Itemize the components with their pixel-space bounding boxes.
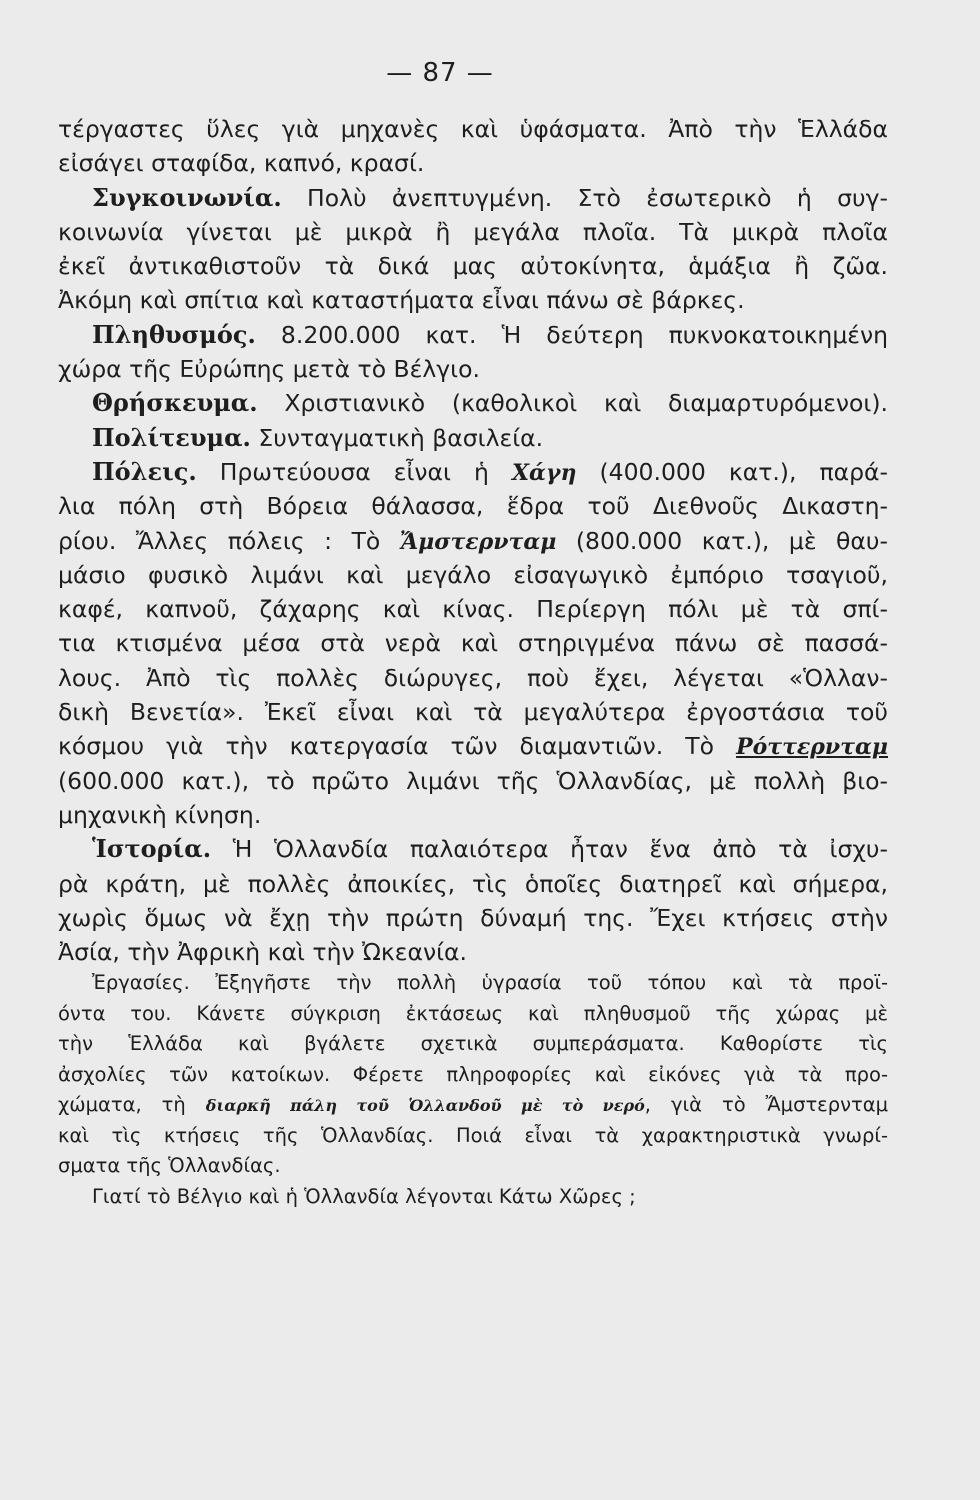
text-span: 8.200.000 κατ. Ἡ δεύτερη πυκνοκατοικημένη [255, 320, 888, 349]
text-line [58, 146, 888, 180]
text-line [58, 798, 888, 832]
exercise-line [58, 1060, 888, 1091]
text-span: καὶ τὶς κτήσεις τῆς Ὁλλανδίας. Ποιά εἶναι τὰ χαρακτηριστικὰ γνωρί- [58, 1123, 888, 1147]
text-span: χώρα τῆς Εὐρώπης μετὰ τὸ Βέλγιο. [58, 355, 480, 384]
text-span: όντα του. Κάνετε σύγκριση ἐκτάσεως καὶ πληθυσμοῦ τῆς χώρας μὲ [58, 1001, 888, 1025]
text-span: (800.000 κατ.), μὲ θαυ- [556, 526, 888, 555]
text-span: σματα τῆς Ὁλλανδίας. [58, 1154, 281, 1177]
text-line [58, 661, 888, 695]
text-span: χώματα, τὴ [58, 1093, 206, 1116]
section-heading-cities: Πόλεις. [92, 456, 197, 486]
text-span: τια κτισμένα μέσα στὰ νερὰ καὶ στηριγμένα πάνω σὲ πασσά- [58, 629, 888, 658]
text-span: Ἡ Ὁλλανδία παλαιότερα ἦταν ἕνα ἀπὸ τὰ ἰσχυ- [211, 835, 888, 864]
section-heading-government: Πολίτευμα. [92, 422, 251, 452]
text-span: (600.000 κατ.), τὸ πρῶτο λιμάνι τῆς Ὁλλανδίας, μὲ πολλὴ βιο- [58, 766, 888, 795]
section-heading-history: Ἱστορία. [92, 834, 212, 864]
text-line [58, 112, 888, 146]
text-line [58, 524, 888, 558]
text-line [58, 832, 888, 866]
text-span: ρὰ κράτη, μὲ πολλὲς ἀποικίες, τὶς ὁποῖες διατηρεῖ καὶ σήμερα, [58, 869, 888, 898]
text-line [58, 764, 888, 798]
exercise-line [58, 1151, 888, 1182]
text-span: τὴν Ἑλλάδα καὶ βγάλετε σχετικὰ συμπεράσματα. Καθορίστε τὶς [58, 1032, 888, 1055]
city-name-rotterdam: Ρόττερνταμ [736, 734, 888, 761]
text-line [58, 729, 888, 763]
text-line [58, 421, 888, 455]
text-line [58, 935, 888, 969]
text-span: Χριστιανικὸ (καθολικοὶ καὶ διαμαρτυρόμενοι). [257, 389, 888, 418]
exercise-line [58, 968, 888, 999]
text-span: τέργαστες ὕλες γιὰ μηχανὲς καὶ ὑφάσματα. Ἀπὸ τὴν Ἑλλάδα [58, 115, 888, 143]
main-text [58, 112, 888, 969]
exercise-line [58, 1029, 888, 1060]
text-span: δικὴ Βενετία». Ἐκεῖ εἶναι καὶ τὰ μεγαλύτερα ἐργοστάσια τοῦ [58, 698, 888, 727]
text-span: Συνταγματικὴ βασιλεία. [250, 423, 544, 452]
emphasis-text: διαρκῆ πάλη τοῦ Ὁλλανδοῦ μὲ τὸ νερό [205, 1096, 645, 1115]
exercises-block [58, 968, 888, 1212]
text-line [58, 901, 888, 935]
page-number: — 87 — [386, 58, 494, 88]
text-span: μάσιο φυσικὸ λιμάνι καὶ μεγάλο εἰσαγωγικὸ ἐμπόριο τσαγιοῦ, [58, 560, 888, 589]
text-line [58, 215, 888, 249]
text-span: ἀσχολίες τῶν κατοίκων. Φέρετε πληροφορίες καὶ εἰκόνες γιὰ τὰ προ- [58, 1062, 888, 1086]
text-line [58, 181, 888, 215]
exercise-line [58, 999, 888, 1030]
text-span: κοινωνία γίνεται μὲ μικρὰ ἢ μεγάλα πλοῖα. Τὰ μικρὰ πλοῖα [58, 217, 888, 246]
text-span: Ἀκόμη καὶ σπίτια καὶ καταστήματα εἶναι πάνω σὲ βάρκες. [58, 286, 745, 315]
text-span: λια πόλη στὴ Βόρεια θάλασσα, ἕδρα τοῦ Διεθνοῦς Δικαστη- [58, 492, 888, 521]
text-line [58, 352, 888, 386]
text-line [58, 592, 888, 626]
text-span: εἰσάγει σταφίδα, καπνό, κρασί. [58, 149, 425, 178]
text-span: ἐκεῖ ἀντικαθιστοῦν τὰ δικά μας αὐτοκίνητα, ἁμάξια ἢ ζῶα. [58, 252, 888, 281]
text-line [58, 249, 888, 283]
text-span: Ἐξηγῆστε τὴν πολλὴ ὑγρασία τοῦ τόπου καὶ τὰ προϊ- [189, 971, 888, 994]
section-heading-population: Πληθυσμός. [92, 319, 256, 349]
text-line [58, 626, 888, 660]
section-heading-religion: Θρήσκευμα. [92, 388, 258, 418]
exercise-question [58, 1182, 888, 1213]
text-span: ρίου. Ἄλλες πόλεις : Τὸ [58, 526, 400, 555]
text-line [58, 283, 888, 317]
text-line [58, 455, 888, 489]
text-span: μηχανικὴ κίνηση. [58, 800, 262, 829]
text-span: λους. Ἀπὸ τὶς πολλὲς διώρυγες, ποὺ ἔχει, λέγεται «Ὁλλαν- [58, 663, 888, 692]
text-line [58, 558, 888, 592]
exercise-line [58, 1090, 888, 1121]
city-name-hague: Χάγη [511, 459, 577, 486]
text-line [58, 867, 888, 901]
text-line [58, 695, 888, 729]
text-span: , γιὰ τὸ Ἄμστερνταμ [644, 1093, 888, 1116]
city-name-amsterdam: Ἄμστερνταμ [399, 528, 557, 555]
text-span: Ἀσία, τὴν Ἀφρικὴ καὶ τὴν Ὠκεανία. [58, 938, 467, 967]
text-span: (400.000 κατ.), παρά- [576, 457, 888, 486]
text-line [58, 318, 888, 352]
text-span: χωρὶς ὅμως νὰ ἔχῃ τὴν πρώτη δύναμή της. Ἔχει κτήσεις στὴν [58, 903, 888, 932]
exercise-line [58, 1121, 888, 1152]
section-heading-communication: Συγκοινωνία. [92, 182, 282, 212]
text-span: Πολὺ ἀνεπτυγμένη. Στὸ ἐσωτερικὸ ἡ συγ- [281, 183, 888, 212]
text-span: κόσμου γιὰ τὴν κατεργασία τῶν διαμαντιῶν. Τὸ [58, 732, 737, 761]
text-line [58, 386, 888, 420]
text-span: Πρωτεύουσα εἶναι ἡ [196, 457, 512, 486]
text-span: Γιατί τὸ Βέλγιο καὶ ἡ Ὁλλανδία λέγονται Κάτω Χῶρες ; [92, 1184, 636, 1208]
exercises-heading: Ἐργασίες. [92, 971, 190, 994]
text-line [58, 489, 888, 523]
text-span: καφέ, καπνοῦ, ζάχαρης καὶ κίνας. Περίεργη πόλι μὲ τὰ σπί- [58, 595, 888, 624]
